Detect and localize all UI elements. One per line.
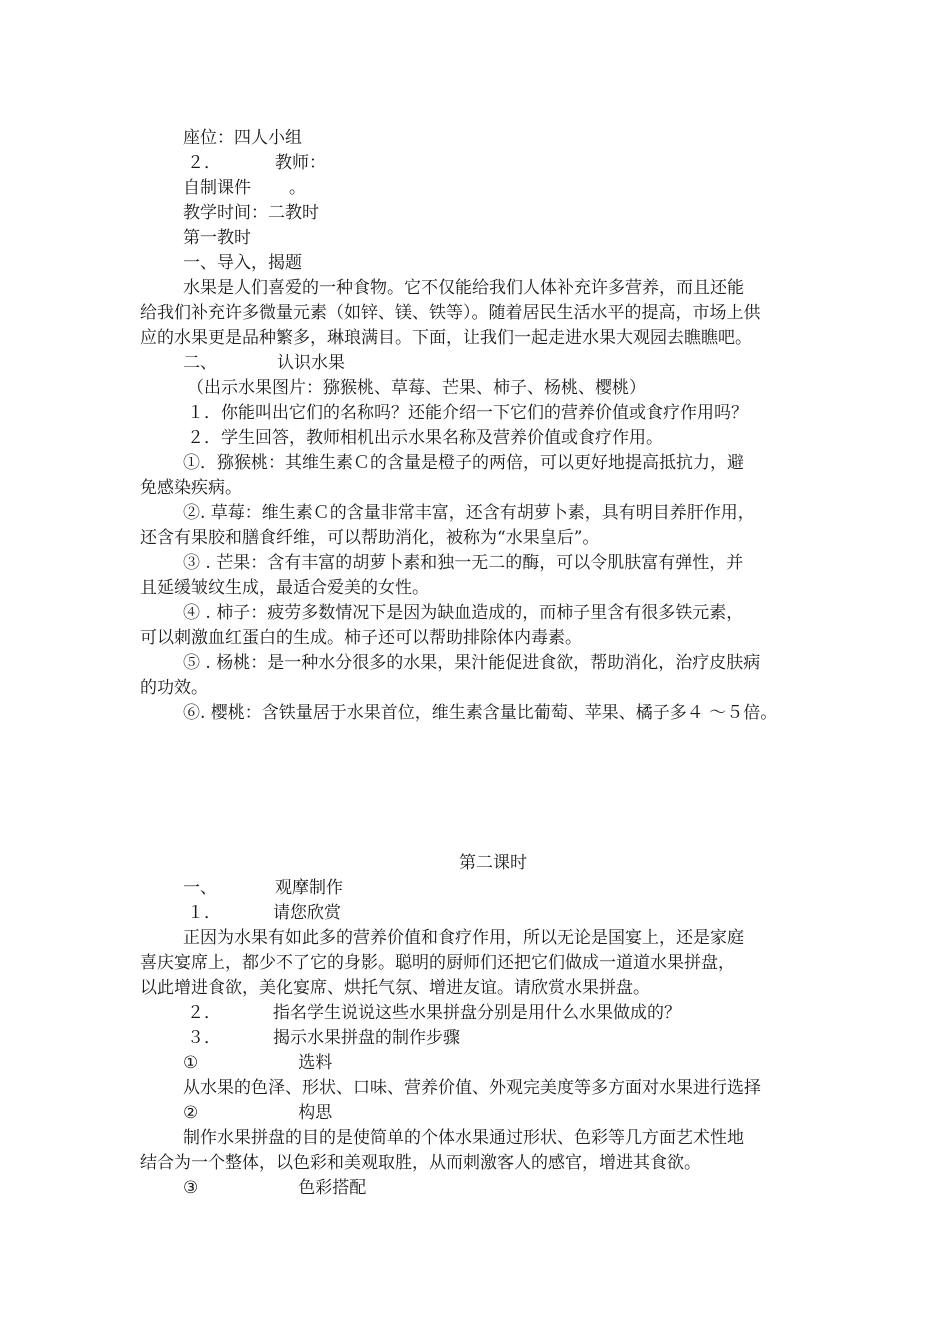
line-paragraph <box>140 976 650 1000</box>
line-text: ２．学生回答，教师相机出示水果名称及营养价值或食疗作用。 <box>187 428 663 448</box>
line-paragraph <box>140 676 208 700</box>
line-text: ④ . 柿子：疲劳多数情况下是因为缺血造成的，而柿子里含有很多铁元素， <box>183 603 744 623</box>
line-step-3 <box>183 1176 366 1200</box>
line-text: 观摩制作 <box>275 878 343 898</box>
list-number: ２． <box>187 1003 221 1023</box>
line-paragraph <box>140 476 242 500</box>
list-number: 一、 <box>183 878 217 898</box>
line-item-3 <box>187 1026 460 1050</box>
line-text: 揭示水果拼盘的制作步骤 <box>273 1028 460 1048</box>
line-paragraph <box>187 401 748 425</box>
line-paragraph <box>183 701 777 725</box>
line-text: ⑥. 樱桃：含铁量居于水果首位，维生素含量比葡萄、苹果、橘子多４ ～５倍。 <box>183 703 778 723</box>
line-text: 指名学生说说这些水果拼盘分别是用什么水果做成的？ <box>273 1003 681 1023</box>
line-text: 请您欣赏 <box>273 903 341 923</box>
line-text: 。 <box>289 178 306 198</box>
line-text: 喜庆宴席上，都少不了它的身影。聪明的厨师们还把它们做成一道道水果拼盘， <box>140 953 735 973</box>
line-text: 认识水果 <box>277 353 345 373</box>
line-text: １．你能叫出它们的名称吗？还能介绍一下它们的营养价值或食疗作用吗？ <box>187 403 748 423</box>
line-text: ③ . 芒果：含有丰富的胡萝卜素和独一无二的酶，可以令肌肤富有弹性，并 <box>183 553 744 573</box>
line-text: 正因为水果有如此多的营养价值和食疗作用，所以无论是国宴上，还是家庭 <box>183 928 744 948</box>
line-paragraph <box>187 426 663 450</box>
list-number: ２． <box>187 153 221 173</box>
line-seating <box>183 126 302 150</box>
line-text: 教师： <box>275 153 326 173</box>
line-paragraph <box>183 1126 744 1150</box>
line-text: 座位：四人小组 <box>183 128 302 148</box>
line-teaching-time <box>183 201 319 225</box>
line-text: ①．猕猴桃：其维生素Ｃ的含量是橙子的两倍，可以更好地提高抵抗力，避 <box>183 453 744 473</box>
line-section-know-fruit <box>183 351 345 375</box>
line-text: 一、导入，揭题 <box>183 253 302 273</box>
line-paragraph <box>183 601 743 625</box>
line-text: 制作水果拼盘的目的是使简单的个体水果通过形状、色彩等几方面艺术性地 <box>183 1128 744 1148</box>
line-text: 可以刺激血红蛋白的生成。柿子还可以帮助排除体内毒素。 <box>140 628 582 648</box>
list-number: ③ <box>183 1178 199 1198</box>
line-text: 以此增进食欲，美化宴席、烘托气氛、增进友谊。请欣赏水果拼盘。 <box>140 978 650 998</box>
line-text: 还含有果胶和膳食纤维，可以帮助消化，被称为“水果皇后”。 <box>140 528 600 548</box>
line-teacher <box>187 151 326 175</box>
line-text: 结合为一个整体，以色彩和美观取胜，从而刺激客人的感官，增进其食欲。 <box>140 1153 701 1173</box>
line-paragraph <box>187 376 646 400</box>
line-text: 选料 <box>298 1053 333 1073</box>
line-step-2 <box>183 1101 332 1125</box>
line-paragraph <box>140 301 761 325</box>
line-text: 的功效。 <box>140 678 208 698</box>
list-number: ３． <box>187 1028 221 1048</box>
line-paragraph <box>140 951 735 975</box>
line-text: 教学时间：二教时 <box>183 203 319 223</box>
list-number: １． <box>187 903 221 923</box>
list-number: ② <box>183 1103 199 1123</box>
section-title-second-period <box>459 851 527 875</box>
list-number: ① <box>183 1053 199 1073</box>
list-number: 二、 <box>183 353 217 373</box>
line-paragraph <box>183 276 744 300</box>
line-paragraph <box>183 651 760 675</box>
line-text: 色彩搭配 <box>298 1178 367 1198</box>
line-text: 从水果的色泽、形状、口味、营养价值、外观完美度等多方面对水果进行选择 <box>183 1078 761 1098</box>
line-text: 第一教时 <box>183 228 251 248</box>
line-paragraph <box>183 1076 761 1100</box>
line-paragraph <box>140 1151 701 1175</box>
line-paragraph <box>140 326 752 350</box>
line-text: 且延缓皱纹生成，最适合爱美的女性。 <box>140 578 429 598</box>
line-step-1 <box>183 1051 332 1075</box>
line-item-1 <box>187 901 341 925</box>
line-text: 第二课时 <box>459 853 527 873</box>
line-paragraph <box>183 926 744 950</box>
line-paragraph <box>183 451 744 475</box>
line-section-intro <box>183 251 302 275</box>
line-text: （出示水果图片：猕猴桃、草莓、芒果、柿子、杨桃、樱桃） <box>187 378 646 398</box>
line-first-period <box>183 226 251 250</box>
line-paragraph <box>183 501 755 525</box>
line-text: 应的水果更是品种繁多，琳琅满目。下面，让我们一起走进水果大观园去瞧瞧吧。 <box>140 328 752 348</box>
line-text: ⑤ . 杨桃：是一种水分很多的水果，果汁能促进食欲，帮助消化，治疗皮肤病 <box>183 653 761 673</box>
line-section-observe <box>183 876 343 900</box>
line-paragraph <box>140 526 599 550</box>
line-text: ②. 草莓：维生素Ｃ的含量非常丰富，还含有胡萝卜素，具有明目养肝作用， <box>183 503 755 523</box>
line-text: 给我们补充许多微量元素（如锌、镁、铁等）。随着居民生活水平的提高，市场上供 <box>140 303 761 323</box>
line-text: 自制课件 <box>183 178 251 198</box>
line-paragraph <box>183 551 743 575</box>
line-courseware <box>183 176 306 200</box>
line-item-2 <box>187 1001 681 1025</box>
line-paragraph <box>140 626 582 650</box>
line-text: 构思 <box>298 1103 333 1123</box>
line-paragraph <box>140 576 429 600</box>
line-text: 水果是人们喜爱的一种食物。它不仅能给我们人体补充许多营养，而且还能 <box>183 278 744 298</box>
line-text: 免感染疾病。 <box>140 478 242 498</box>
